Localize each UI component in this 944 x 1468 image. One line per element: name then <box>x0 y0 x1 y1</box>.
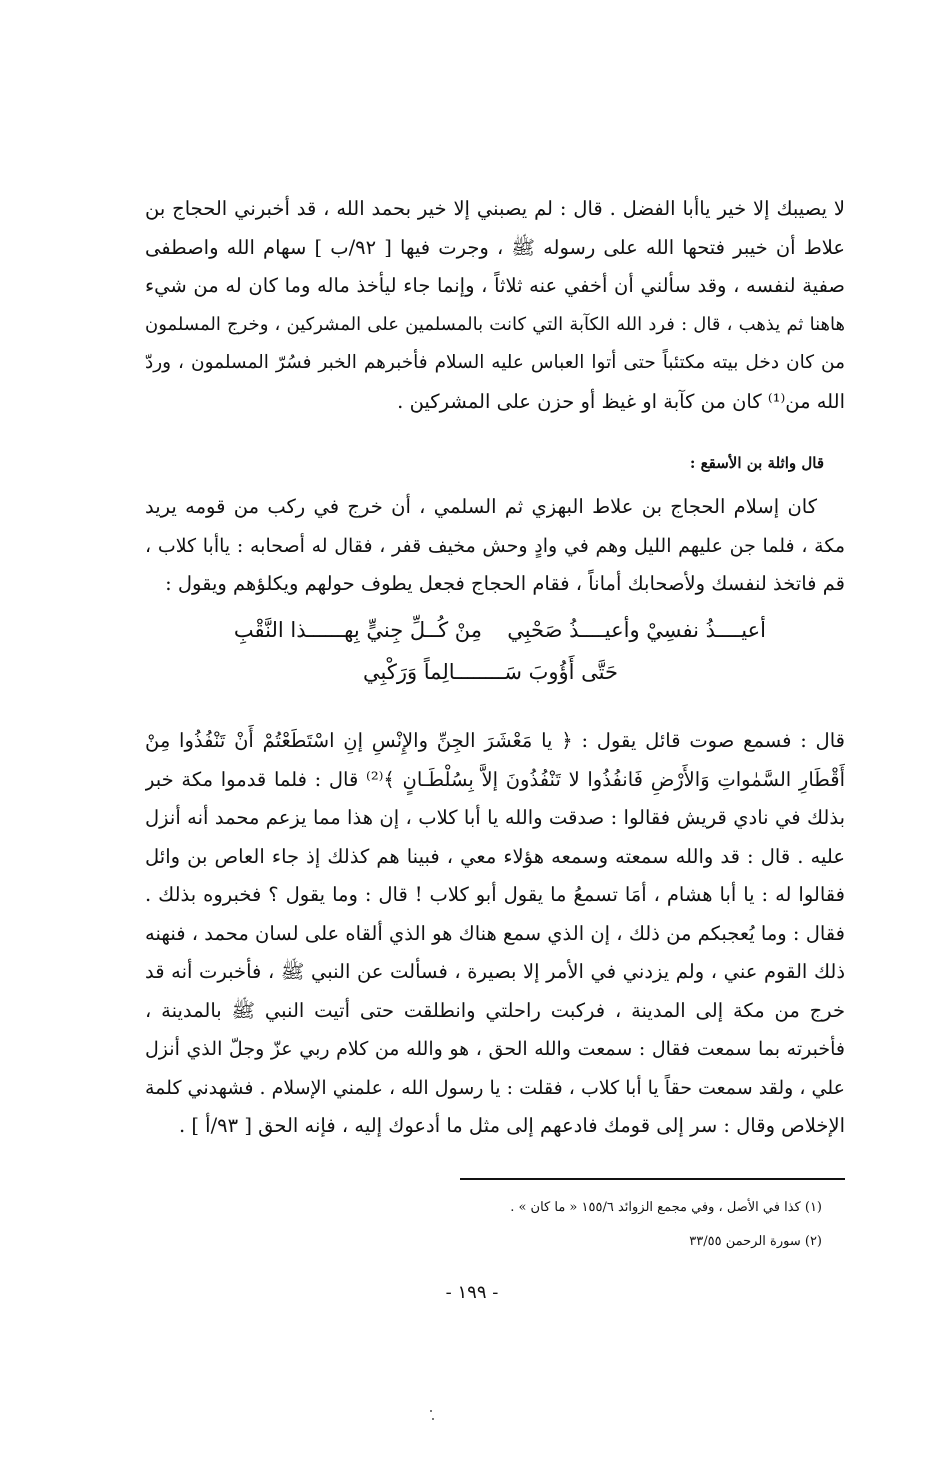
footnote-divider <box>460 1178 845 1180</box>
text-line: كان إسلام الحجاج بن علاط البهزي ثم السلمي ، أن خرج في ركب من قومه يريد <box>145 495 817 518</box>
text-line: علاط أن خيبر فتحها الله على رسوله ﷺ ، وجرت فيها [ ٩٢/ب ] سهام الله واصطفى <box>145 235 845 259</box>
verse-hemistich-right: أعيــــذُ نفسِيْ وأعيــــذُ صَحْبِي <box>507 618 766 642</box>
scan-speck <box>432 1418 434 1420</box>
text-line: صفية لنفسه ، وقد سألني أن أخفي عنه ثلاثاً ، وإنما جاء ليأخذ ماله وما كان له من شيء <box>145 274 845 297</box>
section-heading: قال واثلة بن الأسقع : <box>689 454 824 472</box>
verse-line-2: حَتَّى أَؤُوبَ سَــــــــالِماً وَرَكْبِي <box>362 660 618 684</box>
text-line: علي ، ولقد سمعت حقاً يا أبا كلاب ، فقلت : يا رسول الله ، علمني الإسلام . فشهدني كلمة <box>145 1076 845 1099</box>
text-line: خرج من مكة إلى المدينة ، فركبت راحلتي وانطلقت حتى أتيت النبي ﷺ بالمدينة ، <box>145 998 845 1022</box>
text-line: فأخبرته بما سمعت فقال : سمعت والله الحق ، هو والله من كلام ربي عزّ وجلّ الذي أنزل <box>145 1038 845 1060</box>
text-line: هاهنا ثم يذهب ، قال : فرد الله الكآبة التي كانت بالمسلمين على المشركين ، وخرج المسلمون <box>145 313 845 335</box>
text-line: الإخلاص وقال : سر إلى قومك فادعهم إلى مثل ما أدعوك إليه ، فإنه الحق [ ٩٣/أ ] . <box>178 1114 845 1137</box>
text-line: من كان دخل بيته مكتئباً حتى أتوا العباس عليه السلام فأخبرهم الخبر فسُرّ المسلمون ، وردّ <box>145 352 845 373</box>
footnote-2: (٢) سورة الرحمن ٣٣/٥٥ <box>689 1234 822 1249</box>
text-line: مكة ، فلما جن عليهم الليل وهم في وادٍ وحش مخيف قفر ، فقال له أصحابه : ياأبا كلاب ، <box>145 534 845 557</box>
text-line: قم فاتخذ لنفسك ولأصحابك أماناً ، فقام الحجاج فجعل يطوف حولهم ويكلؤهم ويقول : <box>165 572 845 595</box>
paragraph-hajjaj-news <box>145 190 845 421</box>
text-line: فقالوا له : يا أبا هشام ، أمَا تسمعُ ما يقول أبو كلاب ! قال : وما يقول ؟ فخبروه بذلك . <box>145 883 845 906</box>
text-line: أَقْطَارِ السَّمٰواتِ وَالأَرْضِ فَانفُذُوا لا تَنْفُذُونَ إلاَّ بِسُلْطَـانٍ ﴾⁽²⁾ قال : فلما قدموا مكة خبر <box>145 767 845 791</box>
paragraph-hajjaj-islam <box>145 488 845 604</box>
text-line: ذلك القوم عني ، ولم يزدني في الأمر إلا بصيرة ، فسألت عن النبي ﷺ ، فأخبرت أنه قد <box>145 960 845 983</box>
paragraph-jinn-verse <box>145 722 845 1146</box>
footnote-1: (١) كذا في الأصل ، وفي مجمع الزوائد ١٥٥/٦ « ما كان » . <box>510 1200 822 1215</box>
page-number: - ١٩٩ - <box>445 1282 499 1303</box>
verse-hemistich-left: مِنْ كُــلِّ جِنيٍّ بِهــــــذا النَّقْبِ <box>233 618 482 642</box>
text-line: قال : فسمع صوت قائل يقول : ﴿ يا مَعْشَرَ الجِنِّ والإِنْسِ إنِ اسْتَطَعْتُمْ أَنْ تَنْفُذُوا مِنْ <box>145 729 845 752</box>
text-line: فقال : وما يُعجبكم من ذلك ، إن الذي سمع هناك هو الذي ألقاه على لسان محمد ، فنهنه <box>145 921 845 945</box>
text-line: عليه . قال : قد والله سمعته وسمعه هؤلاء معي ، فبينا هم كذلك إذ جاء العاص بن وائل <box>145 844 845 868</box>
text-line: لا يصيبك إلا خير ياأبا الفضل . قال : لم يصبني إلا خير بحمد الله ، قد أخبرني الحجاج بن <box>145 197 845 220</box>
scan-speck <box>430 1410 432 1412</box>
text-line: الله من⁽¹⁾ كان من كآبة او غيظ أو حزن على المشركين . <box>397 389 845 413</box>
text-line: بذلك في نادي قريش فقالوا : صدقت والله يا أبا كلاب ، إن هذا مما يزعم محمد أنه أنزل <box>145 806 845 829</box>
